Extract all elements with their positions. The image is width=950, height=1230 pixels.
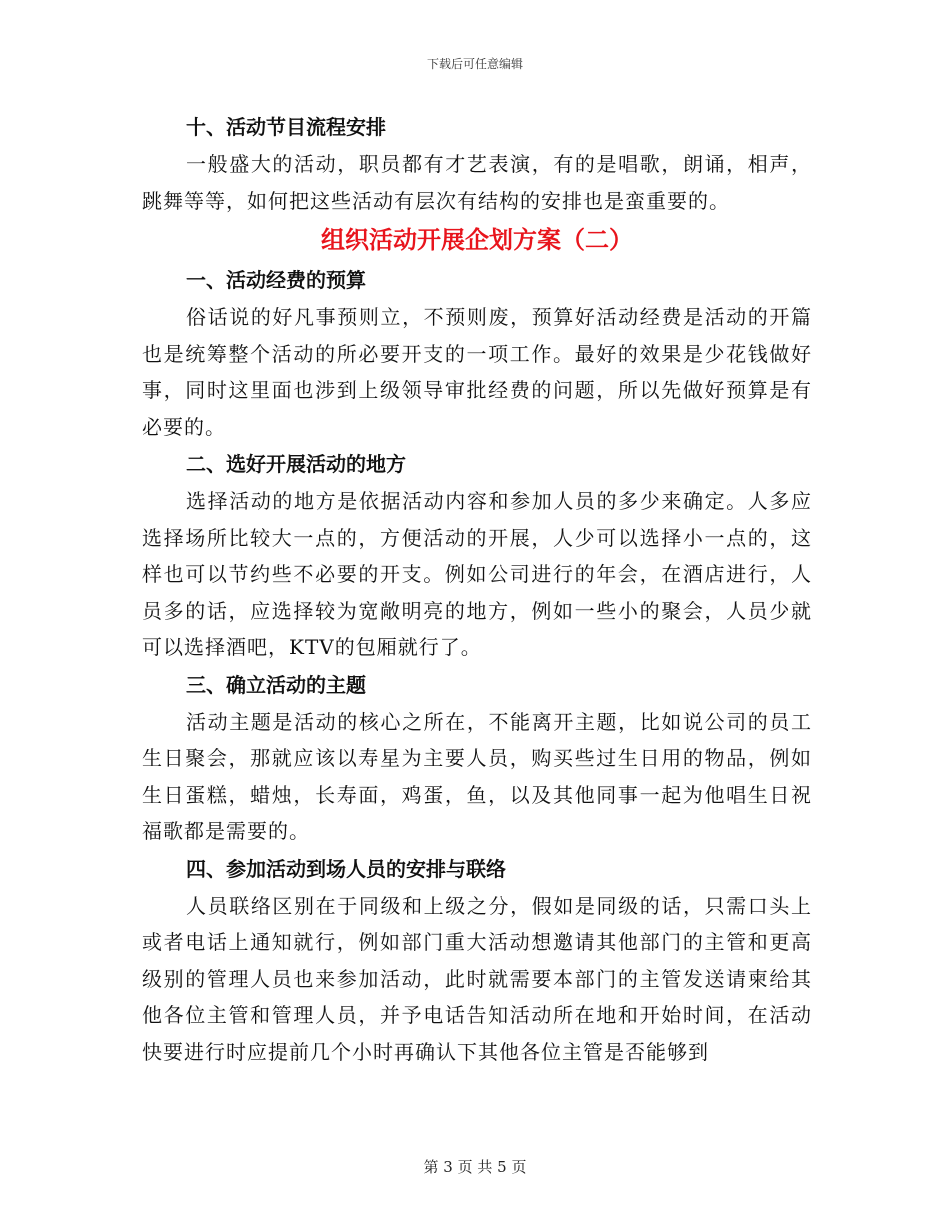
section-heading-3: 三、确立活动的主题	[186, 672, 366, 697]
document-title: 组织活动开展企划方案（二）	[321, 225, 633, 254]
section-body-1: 俗话说的好凡事预则立，不预则废，预算好活动经费是活动的开篇也是统筹整个活动的所必要开支的一项工作。最好的效果是少花钱做好事，同时这里面也涉到上级领导审批经费的问题，所以先做好预算是有必要的。	[142, 305, 812, 439]
section-heading-10: 十、活动节目流程安排	[186, 115, 386, 139]
section-heading-2: 二、选好开展活动的地方	[186, 452, 406, 476]
page-header-note: 下载后可任意编辑	[426, 57, 523, 71]
document-body	[142, 108, 812, 1070]
section-body-2: 选择活动的地方是依据活动内容和参加人员的多少来确定。人多应选择场所比较大一点的，方便活动的开展，人少可以选择小一点的，这样也可以节约些不必要的开支。例如公司进行的年会，在酒店进行，人员多的话，应选择较为宽敞明亮的地方，例如一些小的聚会，人员少就可以选择酒吧，KTV的包厢就行了。	[142, 489, 812, 659]
section-heading-1: 一、活动经费的预算	[186, 268, 366, 292]
section-body-10: 一般盛大的活动，职员都有才艺表演，有的是唱歌，朗诵，相声，跳舞等等，如何把这些活动有层次有结构的安排也是蛮重要的。	[142, 152, 812, 213]
section-heading-4: 四、参加活动到场人员的安排与联络	[186, 856, 506, 881]
section-body-4: 人员联络区别在于同级和上级之分，假如是同级的话，只需口头上或者电话上通知就行，例如部门重大活动想邀请其他部门的主管和更高级别的管理人员也来参加活动，此时就需要本部门的主管发送请柬给其他各位主管和管理人员，并予电话告知活动所在地和开始时间，在活动快要进行时应提前几个小时再确认下其他各位主管是否能够到	[142, 893, 812, 1064]
page-number-footer: 第 3 页 共 5 页	[423, 1158, 527, 1176]
section-body-3: 活动主题是活动的核心之所在，不能离开主题，比如说公司的员工生日聚会，那就应该以寿星为主要人员，购买些过生日用的物品，例如生日蛋糕，蜡烛，长寿面，鸡蛋，鱼，以及其他同事一起为他唱生日祝福歌都是需要的。	[142, 709, 812, 843]
